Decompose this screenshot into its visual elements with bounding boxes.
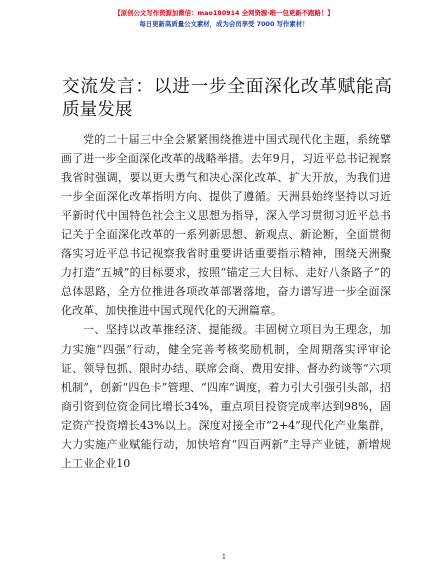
page-number: 1 (221, 553, 227, 561)
document-title: 交流发言：以进一步全面深化改革赋能高质量发展 (62, 77, 392, 120)
body-paragraph-2: 一、坚持以改革推经济、提能级。丰固树立项目为王理念，加力实施“四强”行动，健全完善考核奖励机制，全周期落实评审论证、领导包抓、限时办结、联席会商、费用安排、督办约谈等“六项机制”，创新“四色卡”管理、“四库”调度，着力引大引强引头部，招商引资到位资金同比增长34%，重点项目投资完成率达到98%，固定资产投资增长43%以上。深度对接全市“2+4”现代化产业集群，大力实施产业赋能行动，加快培育“四百两新”主导产业链，新增规上工业企业10 (61, 323, 391, 470)
promo-banner (0, 8, 448, 30)
promo-banner-line-1: 【原创公文写作资源加微信：mao180914 全网资源·唯一包更新不跑路！】 (114, 9, 334, 17)
promo-banner-line-2: 每日更新高质量公文素材，成为会员享受 7000 写作素材！ (139, 20, 309, 28)
document-body (61, 130, 391, 473)
body-paragraph-1: 党的二十届三中全会紧紧围绕推进中国式现代化主题，系统擘画了进一步全面深化改革的战略举措。去年9月，习近平总书记视察我省时强调，要以更大勇气和决心深化改革、扩大开放，为我们进一步全面深化改革指明方向、提供了遵循。天洲县始终坚持以习近平新时代中国特色社会主义思想为指导，深入学习贯彻习近平总书记关于全面深化改革的一系列新思想、新观点、新论断，全面贯彻落实习近平总书记视察我省时重要讲话重要指示精神，围绕天洲聚力打造“五城”的目标要求，按照“锚定三大目标、走好八条路子”的总体思路，全方位推进各项改革部署落地，奋力谱写进一步全面深化改革、加快推进中国式现代化的天洲篇章。 (61, 133, 391, 318)
